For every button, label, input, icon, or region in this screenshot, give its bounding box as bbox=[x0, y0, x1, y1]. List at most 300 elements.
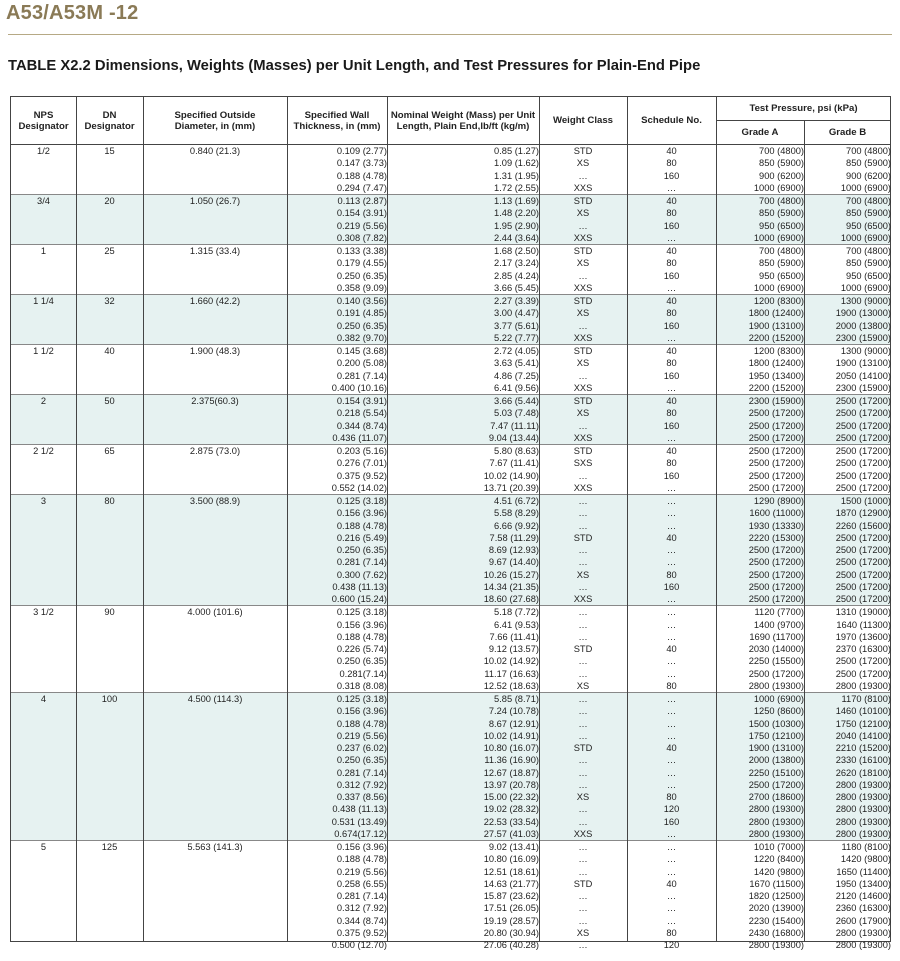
weight-class-cell: STD bbox=[573, 644, 593, 654]
wall-thickness-cell: 0.438 (11.13) bbox=[332, 804, 387, 815]
grade-b-pressure-cell: 2500 (17200) bbox=[835, 557, 891, 568]
outside-diameter-cell: 4.000 (101.6) bbox=[187, 607, 243, 618]
wall-thickness-cell: 0.375 (9.52) bbox=[336, 470, 387, 481]
schedule-cell: … bbox=[666, 508, 677, 519]
header-nominal-weight: Nominal Weight (Mass) per Unit Length, Plain End,lb/ft (kg/m) bbox=[390, 109, 536, 132]
header-wall-thickness: Specified Wall Thickness, in (mm) bbox=[293, 109, 381, 132]
nominal-weight-cell: 19.19 (28.57) bbox=[483, 915, 539, 926]
grade-a-pressure-cell: 1220 (8400) bbox=[753, 854, 804, 865]
nominal-weight-cell: 9.04 (13.44) bbox=[488, 432, 539, 443]
table-row bbox=[11, 482, 890, 494]
table-row bbox=[11, 495, 890, 507]
weight-class-cell: STD bbox=[573, 246, 593, 256]
table-row bbox=[11, 507, 890, 519]
wall-thickness-cell: 0.281 (7.14) bbox=[336, 891, 387, 901]
grade-b-pressure-cell: 1650 (11400) bbox=[836, 866, 891, 877]
pipe-dimensions-table bbox=[10, 96, 891, 950]
pipe-size-group bbox=[11, 344, 890, 394]
schedule-cell: … bbox=[666, 496, 677, 506]
weight-class-cell: … bbox=[578, 891, 588, 901]
grade-a-pressure-cell: 2500 (17200) bbox=[748, 420, 804, 431]
grade-a-pressure-cell: 700 (4800) bbox=[759, 146, 804, 156]
nominal-weight-cell: 11.17 (16.63) bbox=[484, 668, 539, 679]
weight-class-cell: XS bbox=[576, 927, 590, 938]
pipe-size-group bbox=[11, 494, 890, 605]
wall-thickness-cell: 0.125 (3.18) bbox=[336, 694, 387, 704]
weight-class-cell: … bbox=[578, 804, 588, 815]
schedule-cell: … bbox=[666, 668, 677, 679]
grade-b-pressure-cell: 1300 (9000) bbox=[840, 346, 891, 356]
table-row bbox=[11, 556, 890, 568]
table-header bbox=[11, 97, 890, 145]
grade-a-pressure-cell: 1900 (13100) bbox=[748, 320, 804, 331]
weight-class-cell: … bbox=[578, 940, 588, 950]
nominal-weight-cell: 22.53 (33.54) bbox=[483, 816, 539, 827]
grade-b-pressure-cell: 1300 (9000) bbox=[840, 296, 891, 306]
nominal-weight-cell: 13.71 (20.39) bbox=[483, 482, 539, 493]
grade-a-pressure-cell: 2230 (15400) bbox=[748, 915, 804, 926]
nominal-weight-cell: 14.63 (21.77) bbox=[483, 878, 539, 889]
wall-thickness-cell: 0.276 (7.01) bbox=[336, 458, 387, 469]
dn-cell: 32 bbox=[104, 296, 115, 306]
schedule-cell: 40 bbox=[666, 743, 677, 753]
wall-thickness-cell: 0.156 (3.96) bbox=[336, 706, 387, 717]
table-row bbox=[11, 779, 890, 791]
grade-b-pressure-cell: 2500 (17200) bbox=[835, 569, 891, 580]
dn-cell: 15 bbox=[104, 146, 115, 156]
nominal-weight-cell: 6.66 (9.92) bbox=[494, 520, 539, 531]
grade-b-pressure-cell: 2370 (16300) bbox=[835, 644, 891, 654]
wall-thickness-cell: 0.156 (3.96) bbox=[336, 619, 387, 630]
weight-class-cell: STD bbox=[573, 146, 593, 156]
grade-a-pressure-cell: 2500 (17200) bbox=[748, 458, 804, 469]
nominal-weight-cell: 5.18 (7.72) bbox=[494, 607, 539, 618]
weight-class-cell: XXS bbox=[573, 828, 593, 839]
wall-thickness-cell: 0.281 (7.14) bbox=[336, 370, 387, 381]
grade-a-pressure-cell: 1000 (6900) bbox=[753, 232, 804, 243]
nominal-weight-cell: 2.72 (4.05) bbox=[494, 346, 539, 356]
schedule-cell: … bbox=[666, 828, 677, 839]
dn-cell: 40 bbox=[104, 346, 115, 356]
grade-a-pressure-cell: 2430 (16800) bbox=[748, 927, 804, 938]
wall-thickness-cell: 0.216 (5.49) bbox=[336, 532, 387, 543]
weight-class-cell: XS bbox=[576, 569, 590, 580]
grade-a-pressure-cell: 2500 (17200) bbox=[748, 581, 804, 592]
weight-class-cell: XS bbox=[576, 408, 590, 419]
grade-b-pressure-cell: 2800 (19300) bbox=[835, 680, 891, 691]
grade-b-pressure-cell: 2500 (17200) bbox=[835, 668, 891, 679]
table-row bbox=[11, 257, 890, 269]
grade-a-pressure-cell: 2500 (17200) bbox=[748, 779, 804, 790]
grade-a-pressure-cell: 1820 (12500) bbox=[748, 891, 804, 901]
schedule-cell: … bbox=[666, 903, 677, 914]
table-row bbox=[11, 457, 890, 469]
grade-b-pressure-cell: 2800 (19300) bbox=[835, 940, 891, 950]
table-row bbox=[11, 270, 890, 282]
table-row bbox=[11, 866, 890, 878]
wall-thickness-cell: 0.294 (7.47) bbox=[336, 182, 387, 193]
grade-a-pressure-cell: 700 (4800) bbox=[759, 196, 804, 206]
nominal-weight-cell: 0.85 (1.27) bbox=[494, 146, 539, 156]
nominal-weight-cell: 3.77 (5.61) bbox=[494, 320, 539, 331]
weight-class-cell: … bbox=[578, 730, 588, 741]
grade-b-pressure-cell: 1420 (9800) bbox=[840, 854, 891, 865]
nps-cell: 2 1/2 bbox=[33, 446, 54, 456]
nominal-weight-cell: 1.72 (2.55) bbox=[494, 182, 539, 193]
nominal-weight-cell: 14.34 (21.35) bbox=[483, 581, 539, 592]
grade-a-pressure-cell: 2800 (19300) bbox=[748, 804, 804, 815]
nps-cell: 3/4 bbox=[37, 196, 50, 206]
schedule-cell: … bbox=[666, 545, 677, 555]
grade-a-pressure-cell: 1000 (6900) bbox=[753, 282, 804, 293]
weight-class-cell: … bbox=[578, 619, 588, 630]
schedule-cell: 40 bbox=[666, 246, 677, 256]
grade-a-pressure-cell: 1250 (8600) bbox=[753, 706, 804, 717]
grade-a-pressure-cell: 2500 (17200) bbox=[748, 446, 804, 456]
weight-class-cell: … bbox=[578, 656, 588, 667]
nominal-weight-cell: 9.12 (13.57) bbox=[488, 644, 539, 654]
header-outside-diameter: Specified Outside Diameter, in (mm) bbox=[174, 109, 256, 132]
wall-thickness-cell: 0.109 (2.77) bbox=[336, 146, 387, 156]
weight-class-cell: … bbox=[578, 668, 588, 679]
schedule-cell: 40 bbox=[666, 196, 677, 206]
wall-thickness-cell: 0.344 (8.74) bbox=[336, 915, 387, 926]
grade-a-pressure-cell: 1010 (7000) bbox=[753, 842, 804, 852]
wall-thickness-cell: 0.219 (5.56) bbox=[336, 866, 387, 877]
weight-class-cell: XS bbox=[576, 358, 590, 369]
outside-diameter-cell: 5.563 (141.3) bbox=[187, 842, 243, 852]
table-row bbox=[11, 890, 890, 902]
table-row bbox=[11, 432, 890, 444]
schedule-cell: 80 bbox=[666, 569, 677, 580]
grade-a-pressure-cell: 2800 (19300) bbox=[748, 680, 804, 691]
weight-class-cell: XXS bbox=[573, 432, 593, 443]
wall-thickness-cell: 0.188 (4.78) bbox=[336, 854, 387, 865]
weight-class-cell: … bbox=[578, 557, 588, 568]
grade-a-pressure-cell: 2500 (17200) bbox=[748, 482, 804, 493]
schedule-cell: 80 bbox=[666, 258, 677, 269]
document-title: A53/A53M -12 bbox=[6, 2, 139, 24]
weight-class-cell: … bbox=[578, 270, 588, 281]
pipe-size-group bbox=[11, 294, 890, 344]
schedule-cell: … bbox=[666, 779, 677, 790]
nominal-weight-cell: 6.41 (9.53) bbox=[494, 619, 539, 630]
schedule-cell: 40 bbox=[666, 296, 677, 306]
wall-thickness-cell: 0.154 (3.91) bbox=[336, 208, 387, 219]
weight-class-cell: … bbox=[578, 508, 588, 519]
schedule-cell: … bbox=[666, 182, 677, 193]
grade-b-pressure-cell: 2500 (17200) bbox=[835, 408, 891, 419]
weight-class-cell: … bbox=[578, 842, 588, 852]
wall-thickness-cell: 0.438 (11.13) bbox=[332, 581, 387, 592]
schedule-cell: 40 bbox=[666, 878, 677, 889]
schedule-cell: … bbox=[666, 866, 677, 877]
weight-class-cell: XXS bbox=[573, 332, 593, 343]
nominal-weight-cell: 3.00 (4.47) bbox=[494, 308, 539, 319]
weight-class-cell: XS bbox=[576, 680, 590, 691]
grade-a-pressure-cell: 1950 (13400) bbox=[748, 370, 804, 381]
grade-b-pressure-cell: 1000 (6900) bbox=[840, 182, 891, 193]
grade-b-pressure-cell: 850 (5900) bbox=[846, 158, 891, 169]
weight-class-cell: … bbox=[578, 903, 588, 914]
grade-b-pressure-cell: 1000 (6900) bbox=[840, 232, 891, 243]
weight-class-cell: STD bbox=[573, 346, 593, 356]
nominal-weight-cell: 1.13 (1.69) bbox=[494, 196, 539, 206]
outside-diameter-cell: 1.050 (26.7) bbox=[189, 196, 241, 206]
schedule-cell: … bbox=[666, 718, 677, 729]
schedule-cell: 80 bbox=[666, 358, 677, 369]
dn-cell: 90 bbox=[104, 607, 115, 618]
grade-a-pressure-cell: 950 (6500) bbox=[759, 270, 804, 281]
nominal-weight-cell: 20.80 (30.94) bbox=[483, 927, 539, 938]
wall-thickness-cell: 0.250 (6.35) bbox=[336, 545, 387, 555]
grade-b-pressure-cell: 1180 (8100) bbox=[841, 842, 891, 852]
nominal-weight-cell: 9.02 (13.41) bbox=[488, 842, 539, 852]
nominal-weight-cell: 1.09 (1.62) bbox=[494, 158, 539, 169]
wall-thickness-cell: 0.219 (5.56) bbox=[336, 730, 387, 741]
dn-cell: 125 bbox=[101, 842, 118, 852]
table-row bbox=[11, 619, 890, 631]
nominal-weight-cell: 7.66 (11.41) bbox=[489, 631, 539, 642]
table-row bbox=[11, 320, 890, 332]
weight-class-cell: XS bbox=[576, 792, 590, 802]
weight-class-cell: XS bbox=[576, 258, 590, 269]
grade-b-pressure-cell: 2800 (19300) bbox=[835, 792, 891, 802]
wall-thickness-cell: 0.125 (3.18) bbox=[336, 607, 387, 618]
grade-b-pressure-cell: 2500 (17200) bbox=[835, 656, 891, 667]
nominal-weight-cell: 5.22 (7.77) bbox=[494, 332, 539, 343]
weight-class-cell: … bbox=[578, 816, 588, 827]
table-row bbox=[11, 195, 890, 207]
grade-b-pressure-cell: 900 (6200) bbox=[846, 170, 891, 181]
table-row bbox=[11, 532, 890, 544]
table-title: TABLE X2.2 Dimensions, Weights (Masses) per Unit Length, and Test Pressures for Plain-End Pipe bbox=[8, 58, 701, 74]
table-row bbox=[11, 902, 890, 914]
weight-class-cell: XXS bbox=[573, 594, 593, 604]
header-schedule: Schedule No. bbox=[641, 115, 702, 126]
weight-class-cell: … bbox=[578, 520, 588, 531]
grade-b-pressure-cell: 1750 (12100) bbox=[835, 718, 891, 729]
wall-thickness-cell: 0.200 (5.08) bbox=[336, 358, 387, 369]
weight-class-cell: XXS bbox=[573, 232, 593, 243]
wall-thickness-cell: 0.218 (5.54) bbox=[336, 408, 387, 419]
wall-thickness-cell: 0.382 (9.70) bbox=[336, 332, 387, 343]
grade-b-pressure-cell: 2800 (19300) bbox=[835, 804, 891, 815]
grade-a-pressure-cell: 2800 (19300) bbox=[748, 828, 804, 839]
header-rule bbox=[8, 34, 892, 35]
dn-cell: 80 bbox=[104, 496, 115, 506]
grade-a-pressure-cell: 1930 (13330) bbox=[748, 520, 804, 531]
schedule-cell: … bbox=[666, 482, 677, 493]
outside-diameter-cell: 0.840 (21.3) bbox=[189, 146, 241, 156]
table-row bbox=[11, 593, 890, 605]
grade-b-pressure-cell: 2500 (17200) bbox=[835, 446, 891, 456]
nominal-weight-cell: 27.57 (41.03) bbox=[483, 828, 539, 839]
weight-class-cell: XS bbox=[576, 208, 590, 219]
grade-b-pressure-cell: 1870 (12900) bbox=[835, 508, 891, 519]
weight-class-cell: STD bbox=[573, 196, 593, 206]
grade-a-pressure-cell: 1500 (10300) bbox=[748, 718, 804, 729]
nps-cell: 1 1/2 bbox=[33, 346, 54, 356]
grade-a-pressure-cell: 1600 (11000) bbox=[749, 508, 804, 519]
table-row bbox=[11, 520, 890, 532]
table-row bbox=[11, 631, 890, 643]
table-row bbox=[11, 643, 890, 655]
nominal-weight-cell: 2.17 (3.24) bbox=[494, 258, 539, 269]
table-row bbox=[11, 927, 890, 939]
outside-diameter-cell: 4.500 (114.3) bbox=[187, 694, 243, 704]
schedule-cell: … bbox=[666, 520, 677, 531]
pipe-size-group bbox=[11, 840, 890, 951]
table-row bbox=[11, 853, 890, 865]
grade-b-pressure-cell: 2330 (16100) bbox=[835, 755, 891, 766]
nominal-weight-cell: 6.41 (9.56) bbox=[494, 382, 539, 393]
table-body bbox=[11, 145, 890, 951]
grade-a-pressure-cell: 2200 (15200) bbox=[748, 382, 804, 393]
weight-class-cell: … bbox=[578, 779, 588, 790]
grade-b-pressure-cell: 700 (4800) bbox=[846, 196, 891, 206]
nominal-weight-cell: 17.51 (26.05) bbox=[483, 903, 539, 914]
nps-cell: 1 1/4 bbox=[33, 296, 54, 306]
wall-thickness-cell: 0.133 (3.38) bbox=[336, 246, 387, 256]
nominal-weight-cell: 5.80 (8.63) bbox=[494, 446, 539, 456]
grade-b-pressure-cell: 2500 (17200) bbox=[835, 458, 891, 469]
wall-thickness-cell: 0.281 (7.14) bbox=[336, 557, 387, 568]
table-row bbox=[11, 295, 890, 307]
schedule-cell: … bbox=[666, 694, 677, 704]
wall-thickness-cell: 0.552 (14.02) bbox=[331, 482, 387, 493]
weight-class-cell: … bbox=[578, 767, 588, 778]
schedule-cell: 80 bbox=[666, 208, 677, 219]
wall-thickness-cell: 0.500 (12.70) bbox=[331, 940, 387, 950]
schedule-cell: 40 bbox=[666, 532, 677, 543]
nominal-weight-cell: 15.00 (22.32) bbox=[483, 792, 539, 802]
schedule-cell: 80 bbox=[666, 458, 677, 469]
pipe-size-group bbox=[11, 194, 890, 244]
table-row bbox=[11, 569, 890, 581]
nominal-weight-cell: 3.63 (5.41) bbox=[494, 358, 539, 369]
header-nps: NPS Designator bbox=[18, 109, 69, 132]
schedule-cell: … bbox=[666, 767, 677, 778]
grade-a-pressure-cell: 1120 (7700) bbox=[754, 607, 804, 618]
table-row bbox=[11, 407, 890, 419]
nominal-weight-cell: 5.03 (7.48) bbox=[494, 408, 539, 419]
grade-a-pressure-cell: 1670 (11500) bbox=[749, 878, 804, 889]
table-row bbox=[11, 207, 890, 219]
table-row bbox=[11, 544, 890, 556]
table-row bbox=[11, 395, 890, 407]
schedule-cell: 40 bbox=[666, 146, 677, 156]
schedule-cell: 120 bbox=[663, 804, 680, 815]
schedule-cell: … bbox=[666, 842, 677, 852]
grade-b-pressure-cell: 1310 (19000) bbox=[835, 607, 891, 618]
table-row bbox=[11, 220, 890, 232]
grade-b-pressure-cell: 2500 (17200) bbox=[835, 470, 891, 481]
wall-thickness-cell: 0.203 (5.16) bbox=[336, 446, 387, 456]
schedule-cell: 80 bbox=[666, 792, 677, 802]
grade-b-pressure-cell: 2500 (17200) bbox=[835, 594, 891, 604]
grade-b-pressure-cell: 1000 (6900) bbox=[840, 282, 891, 293]
weight-class-cell: STD bbox=[573, 446, 593, 456]
grade-a-pressure-cell: 1800 (12400) bbox=[748, 358, 804, 369]
weight-class-cell: STD bbox=[573, 878, 593, 889]
grade-b-pressure-cell: 850 (5900) bbox=[846, 208, 891, 219]
table-row bbox=[11, 157, 890, 169]
schedule-cell: … bbox=[666, 332, 677, 343]
grade-b-pressure-cell: 2040 (14100) bbox=[835, 730, 891, 741]
wall-thickness-cell: 0.154 (3.91) bbox=[336, 396, 387, 406]
nominal-weight-cell: 2.27 (3.39) bbox=[494, 296, 539, 306]
weight-class-cell: … bbox=[578, 545, 588, 555]
dn-cell: 50 bbox=[104, 396, 115, 406]
wall-thickness-cell: 0.312 (7.92) bbox=[336, 779, 387, 790]
nominal-weight-cell: 3.66 (5.45) bbox=[494, 282, 539, 293]
grade-a-pressure-cell: 700 (4800) bbox=[759, 246, 804, 256]
wall-thickness-cell: 0.188 (4.78) bbox=[336, 170, 387, 181]
wall-thickness-cell: 0.237 (6.02) bbox=[336, 743, 387, 753]
table-row bbox=[11, 470, 890, 482]
grade-a-pressure-cell: 2000 (13800) bbox=[748, 755, 804, 766]
grade-b-pressure-cell: 950 (6500) bbox=[846, 220, 891, 231]
grade-a-pressure-cell: 2500 (17200) bbox=[748, 408, 804, 419]
grade-a-pressure-cell: 2800 (19300) bbox=[748, 816, 804, 827]
schedule-cell: 40 bbox=[666, 446, 677, 456]
schedule-cell: … bbox=[666, 656, 677, 667]
table-row bbox=[11, 803, 890, 815]
nps-cell: 1/2 bbox=[37, 146, 50, 156]
grade-a-pressure-cell: 1690 (11700) bbox=[749, 631, 804, 642]
header-grade-a: Grade A bbox=[741, 127, 779, 138]
grade-b-pressure-cell: 2050 (14100) bbox=[835, 370, 891, 381]
grade-a-pressure-cell: 2020 (13900) bbox=[748, 903, 804, 914]
grade-b-pressure-cell: 700 (4800) bbox=[846, 146, 891, 156]
wall-thickness-cell: 0.226 (5.74) bbox=[336, 644, 387, 654]
wall-thickness-cell: 0.145 (3.68) bbox=[336, 346, 387, 356]
nominal-weight-cell: 18.60 (27.68) bbox=[483, 594, 539, 604]
weight-class-cell: … bbox=[578, 866, 588, 877]
pipe-size-group bbox=[11, 244, 890, 294]
dn-cell: 20 bbox=[104, 196, 115, 206]
grade-a-pressure-cell: 1200 (8300) bbox=[753, 346, 804, 356]
nominal-weight-cell: 1.48 (2.20) bbox=[494, 208, 539, 219]
nominal-weight-cell: 4.51 (6.72) bbox=[494, 496, 539, 506]
weight-class-cell: STD bbox=[573, 396, 593, 406]
grade-a-pressure-cell: 2500 (17200) bbox=[748, 668, 804, 679]
grade-a-pressure-cell: 1290 (8900) bbox=[753, 496, 804, 506]
grade-a-pressure-cell: 1000 (6900) bbox=[753, 182, 804, 193]
grade-a-pressure-cell: 850 (5900) bbox=[759, 158, 804, 169]
table-row bbox=[11, 581, 890, 593]
schedule-cell: … bbox=[666, 232, 677, 243]
header-weight-class: Weight Class bbox=[552, 115, 614, 126]
schedule-cell: … bbox=[666, 854, 677, 865]
nominal-weight-cell: 10.26 (15.27) bbox=[483, 569, 539, 580]
grade-a-pressure-cell: 2500 (17200) bbox=[748, 569, 804, 580]
pipe-size-group bbox=[11, 394, 890, 444]
weight-class-cell: … bbox=[578, 706, 588, 717]
table-row bbox=[11, 655, 890, 667]
schedule-cell: … bbox=[666, 755, 677, 766]
weight-class-cell: … bbox=[578, 755, 588, 766]
weight-class-cell: … bbox=[578, 170, 588, 181]
grade-a-pressure-cell: 1800 (12400) bbox=[748, 308, 804, 319]
nominal-weight-cell: 5.85 (8.71) bbox=[494, 694, 539, 704]
schedule-cell: 160 bbox=[663, 170, 680, 181]
grade-a-pressure-cell: 2250 (15500) bbox=[748, 656, 804, 667]
outside-diameter-cell: 1.660 (42.2) bbox=[189, 296, 241, 306]
weight-class-cell: … bbox=[578, 420, 588, 431]
grade-a-pressure-cell: 2250 (15100) bbox=[748, 767, 804, 778]
